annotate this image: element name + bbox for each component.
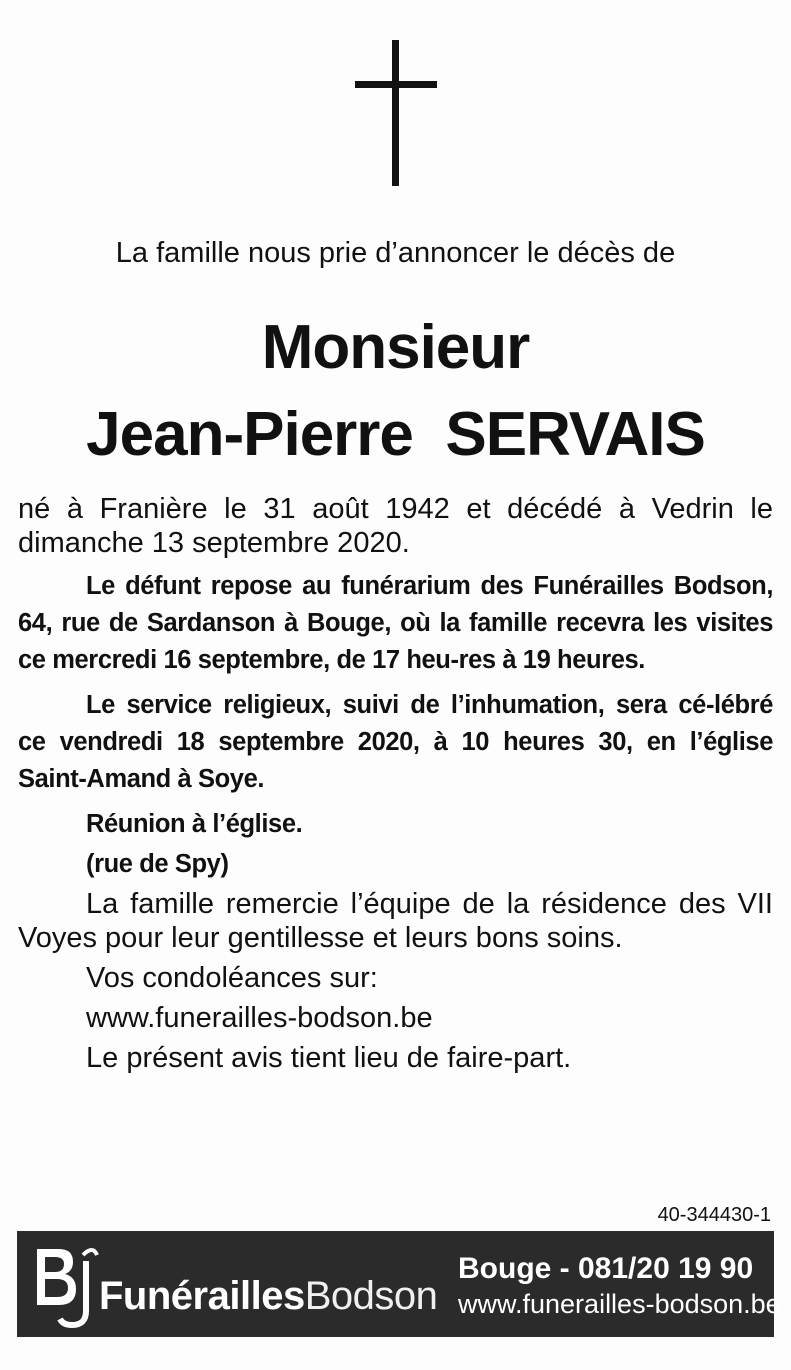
birth-death-paragraph: né à Franière le 31 août 1942 et décédé à Vedrin le dimanche 13 septembre 2020. [18,493,773,559]
intro-text: La famille nous prie d’annoncer le décès de [115,237,676,269]
website-link[interactable]: www.funerailles-bodson.be [86,1002,433,1034]
reunion-paragraph: Réunion à l’église. [86,810,303,838]
phone-number[interactable]: 081/20 19 90 [578,1252,754,1285]
thanks-paragraph: La famille remercie l’équipe de la résidence des VII Voyes pour leur gentillesse et leurs bons soins. [18,888,773,954]
visitation-paragraph: Le défunt repose au funérarium des Funérailles Bodson, 64, rue de Sardanson à Bouge, où la famille recevra les visites ce mercredi 16 septembre, de 17 heu-res à 19 heures. [18,572,773,674]
bodson-logo-icon [31,1241,101,1331]
notice-body [18,492,773,1075]
condolences-paragraph: Vos condoléances sur: [86,962,378,994]
notice-paragraph: Le présent avis tient lieu de faire-part. [86,1042,572,1074]
location-label: Bouge - [458,1252,578,1285]
funeral-home-banner [17,1231,781,1337]
footer-website-link[interactable]: www.funerailles-bodson.be [458,1289,781,1319]
deceased-title: Monsieur [261,313,530,382]
service-paragraph: Le service religieux, suivi de l’inhumation, sera cé-lébré ce vendredi 18 septembre 2020, à 10 heures 30, en l’église Saint-Amand à Soye. [18,691,773,793]
cross-icon [355,40,437,186]
reference-number: 40-344430-1 [657,1204,771,1226]
brand-name: FunéraillesBodson [99,1274,438,1318]
street-paragraph: (rue de Spy) [86,850,229,878]
deceased-name: Jean-Pierre SERVAIS [86,400,705,469]
contact-block [458,1251,781,1321]
